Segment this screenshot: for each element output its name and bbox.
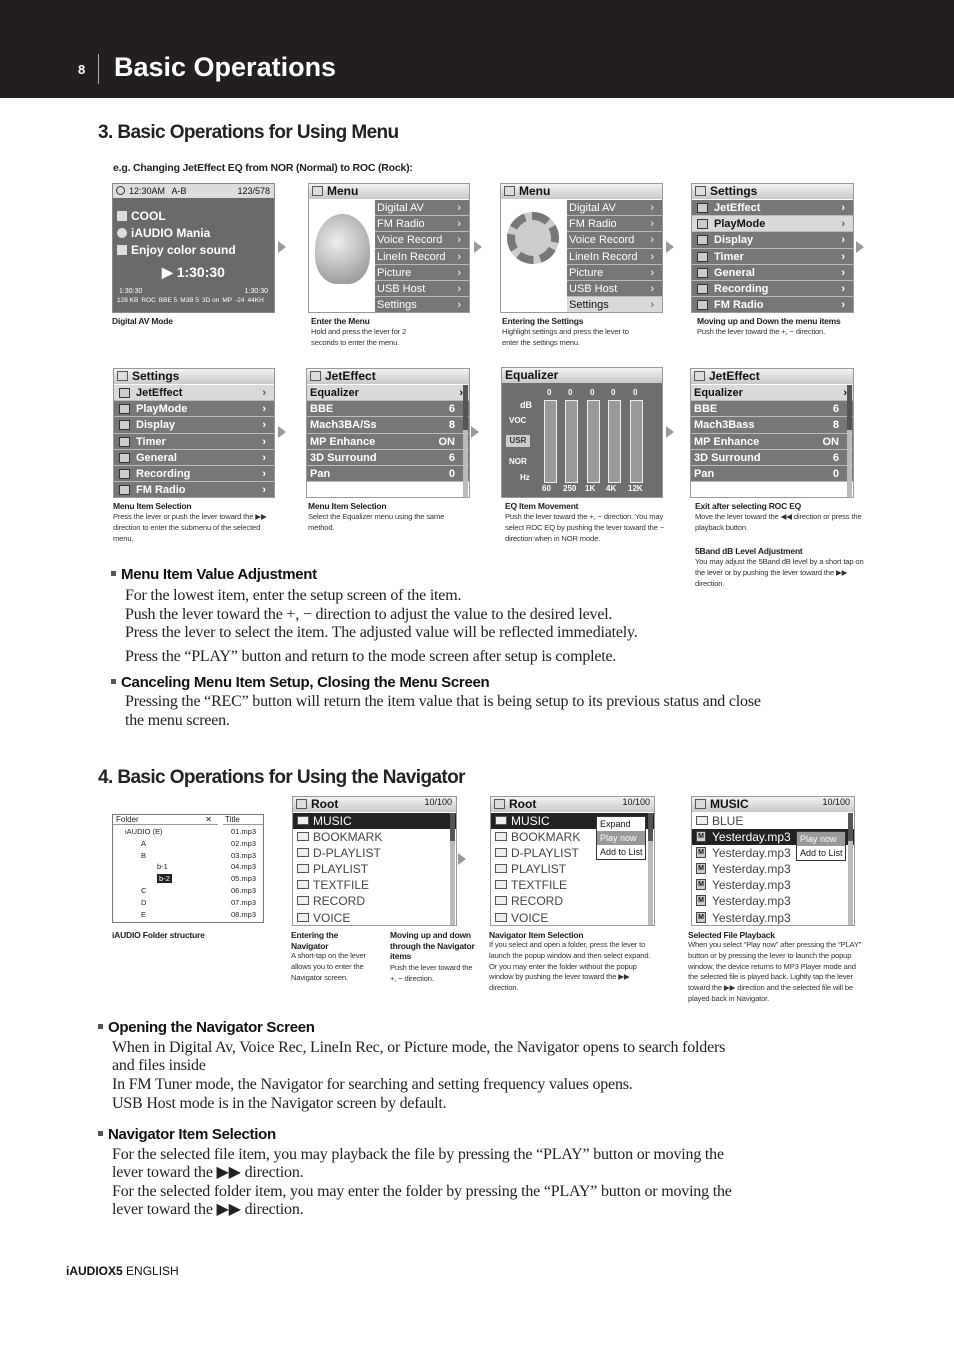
navigator-list <box>293 813 456 925</box>
menu-item-fm-radio[interactable]: FM Radio › <box>567 216 662 232</box>
caption-desc: Press the lever or push the lever toward the ▶▶ direction to enter the submenu of the selected menu. <box>113 512 267 543</box>
bullet-icon <box>98 1131 103 1136</box>
hz-label: Hz <box>520 473 530 482</box>
menu-icon <box>312 186 323 196</box>
settings-item-jeteffect[interactable]: JetEffect › <box>114 385 274 401</box>
general-icon <box>119 453 130 463</box>
settings-title: Settings <box>132 369 180 383</box>
song-icon <box>117 245 127 255</box>
settings-item-fm-radio[interactable]: FM Radio › <box>114 482 274 498</box>
nav-item-voice[interactable]: VOICE <box>293 910 456 926</box>
nav-item-playlist[interactable]: PLAYLIST <box>491 861 654 877</box>
folder-icon <box>495 864 507 873</box>
nav-item-d-playlist[interactable]: D-PLAYLIST <box>293 845 456 861</box>
speaker-icon <box>119 388 130 398</box>
footer-lang: ENGLISH <box>126 1264 179 1278</box>
equalizer-screen <box>501 367 663 498</box>
navigator-root-screen <box>292 796 457 926</box>
jeteffect-item-bbe[interactable]: BBE 6 <box>307 401 469 417</box>
nav-item-textfile[interactable]: TEXTFILE <box>293 877 456 893</box>
jeteffect-title: JetEffect <box>325 369 376 383</box>
elapsed-display <box>113 264 274 281</box>
eq-band-label: 60 <box>542 484 551 493</box>
cancel-heading: Canceling Menu Item Setup, Closing the Menu Screen <box>111 674 489 691</box>
folder-icon <box>297 880 309 889</box>
menu-item-picture[interactable]: Picture › <box>567 265 662 281</box>
folder-icon <box>297 896 309 905</box>
settings-item-recording[interactable]: Recording › <box>114 466 274 482</box>
nav-item-record[interactable]: RECORD <box>491 893 654 909</box>
file-item[interactable]: 02.mp3 <box>231 838 257 848</box>
position-right: 1:30:30 <box>244 288 268 295</box>
cancel-line: the menu screen. <box>125 712 230 729</box>
settings-title-bar <box>692 184 853 199</box>
navigator-title-bar <box>293 797 456 812</box>
nav-item-file[interactable]: M Yesterday.mp3 <box>692 893 854 909</box>
tree-node[interactable]: b-2 <box>159 874 170 884</box>
tree-node[interactable]: B <box>141 850 147 860</box>
value-adjust-line: Press the lever to select the item. The adjusted value will be reflected immediately. <box>125 624 638 641</box>
folder-icon <box>297 816 309 825</box>
selection-line: lever toward the ▶▶ direction. <box>112 1201 304 1218</box>
close-icon[interactable]: ✕ <box>205 815 212 824</box>
scrollbar[interactable] <box>847 385 852 497</box>
ab-repeat: A-B <box>171 186 187 196</box>
step-arrow <box>471 426 479 438</box>
caption-title: Moving up and down through the Navigator items <box>390 930 475 961</box>
settings-item-timer[interactable]: Timer › <box>114 434 274 450</box>
volume: -24 <box>235 297 245 304</box>
folder-icon <box>495 896 507 905</box>
music-file-icon: M <box>696 895 706 906</box>
music-file-icon: M <box>696 912 706 923</box>
song-line: Enjoy color sound <box>131 243 236 257</box>
tree-node[interactable]: iAUDIO (E) <box>125 827 163 836</box>
eq-band-bar[interactable] <box>630 400 643 483</box>
eq-band-bar[interactable] <box>608 400 621 483</box>
jeteffect-list <box>307 385 469 497</box>
selection-line: lever toward the ▶▶ direction. <box>112 1164 304 1181</box>
tree-node[interactable]: C <box>141 885 147 895</box>
play-icon: ▶ <box>162 264 177 280</box>
music-file-icon: M <box>696 879 706 890</box>
page-title: Basic Operations <box>114 52 337 82</box>
scrollbar[interactable] <box>848 813 853 925</box>
speaker-icon <box>697 203 708 213</box>
music-file-icon: M <box>696 847 706 858</box>
music-file-icon: M <box>696 831 706 842</box>
tree-node[interactable]: b-1 <box>157 862 168 872</box>
eq-band-label: 12K <box>628 484 643 493</box>
artist-icon <box>117 211 127 221</box>
menu-title-bar <box>309 184 469 199</box>
eq-mode: ROC <box>141 297 156 304</box>
caption-desc: When you select “Play now” after pressing the “PLAY” button or by pressing the lever to launch the popup window, the device returns to MP3 Player mode and the selected file is played back. Lightly tap the lever toward the ▶▶ direction and the selected file will be played back in Navigator. <box>688 940 862 1003</box>
sample-rate: 44KH <box>247 297 264 304</box>
jeteffect-item-mp-enhance[interactable]: MP Enhance ON <box>691 434 853 450</box>
bbe-level: BBE 5 <box>158 297 178 304</box>
folder-structure <box>112 814 264 923</box>
menu-icon <box>504 186 515 196</box>
eq-band-bar[interactable] <box>544 400 557 483</box>
caption-desc: Hold and press the lever for 2 seconds to enter the menu. <box>311 327 407 347</box>
settings-item-general[interactable]: General › <box>114 450 274 466</box>
elapsed-time: 1:30:30 <box>176 264 225 280</box>
tree-node[interactable]: D <box>141 897 147 907</box>
opening-line: and files inside <box>112 1057 206 1074</box>
navigator-popup-screen <box>490 796 655 926</box>
step-arrow <box>278 426 286 438</box>
step-arrow <box>666 426 674 438</box>
page-number: 8 <box>78 62 86 77</box>
eq-band-bar[interactable] <box>587 400 600 483</box>
nav-item-textfile[interactable]: TEXTFILE <box>491 877 654 893</box>
equalizer-title-bar <box>502 368 662 383</box>
timer-icon <box>697 252 708 262</box>
folder-icon <box>695 799 706 809</box>
eq-band-value: 0 <box>611 388 616 397</box>
jeteffect-title: JetEffect <box>709 369 760 383</box>
caption-desc: If you select and open a folder, press the lever to launch the popup window and then select expand. Or you may enter the folder without the popup window by pushing the lever toward the ▶▶ direction. <box>489 940 651 993</box>
menu-item-settings[interactable]: Settings › <box>567 297 662 313</box>
value-adjust-line: Press the “PLAY” button and return to the mode screen after setup is complete. <box>125 648 617 665</box>
navigator-list <box>692 813 854 925</box>
footer-brand: iAUDIOX5 <box>66 1264 123 1278</box>
caption-title: iAUDIO Folder structure <box>112 930 205 940</box>
mode-voc[interactable]: VOC <box>509 416 527 425</box>
opening-heading: Opening the Navigator Screen <box>98 1019 315 1036</box>
folder-pane-header: Folder ✕ <box>113 815 218 825</box>
nav-item-music[interactable]: MUSIC <box>293 813 456 829</box>
caption-desc: You may adjust the 5Band dB level by a short tap on the lever or by pushing the lever toward the ▶▶ direction. <box>695 557 864 588</box>
caption-desc: Push the lever toward the +, − direction. <box>390 963 473 983</box>
settings-item-display[interactable]: Display › <box>692 232 853 248</box>
play-icon <box>119 404 130 414</box>
file-item[interactable]: 08.mp3 <box>231 909 257 919</box>
settings-item-jeteffect[interactable]: JetEffect › <box>692 200 853 216</box>
jeteffect-item-equalizer[interactable]: Equalizer › <box>307 385 469 401</box>
caption-title: 5Band dB Level Adjustment <box>695 546 803 556</box>
selection-line: For the selected file item, you may playback the file by pressing the “PLAY” button or moving the <box>112 1146 724 1163</box>
menu-item-voice-record[interactable]: Voice Record › <box>375 232 469 248</box>
navigator-title-bar <box>491 797 654 812</box>
file-item[interactable]: 03.mp3 <box>231 850 257 860</box>
nav-item-file[interactable]: M Yesterday.mp3 <box>692 877 854 893</box>
settings-icon <box>117 371 128 381</box>
menu-item-fm-radio[interactable]: FM Radio › <box>375 216 469 232</box>
eq-band-value: 0 <box>547 388 552 397</box>
caption-desc: Move the lever toward the ◀◀ direction or press the playback button. <box>695 512 862 532</box>
caption-title: Menu Item Selection <box>113 501 192 511</box>
eye-icon <box>119 420 130 430</box>
eye-icon <box>697 235 708 245</box>
scrollbar[interactable] <box>450 813 455 925</box>
jeteffect-item-pan[interactable]: Pan 0 <box>691 466 853 482</box>
settings-list <box>114 385 274 497</box>
caption-title: Entering the Navigator <box>291 930 339 951</box>
settings-item-recording[interactable]: Recording › <box>692 281 853 297</box>
jeteffect-screen-after <box>690 368 854 498</box>
value-adjust-line: For the lowest item, enter the setup screen of the item. <box>125 587 462 604</box>
music-file-icon: M <box>696 863 706 874</box>
caption-title: Menu Item Selection <box>308 501 387 511</box>
scrollbar[interactable] <box>463 385 468 497</box>
folder-icon <box>495 913 507 922</box>
footer <box>66 1264 179 1278</box>
menu-settings-screen <box>500 183 663 313</box>
menu-item-usb-host[interactable]: USB Host › <box>375 281 469 297</box>
nav-item-file[interactable]: M Yesterday.mp3 <box>692 861 854 877</box>
step-arrow <box>856 241 864 253</box>
speaker-icon <box>310 371 321 381</box>
settings-screen <box>691 183 854 313</box>
3d-state: 3D on <box>202 297 220 304</box>
jeteffect-item-equalizer[interactable]: Equalizer › <box>691 385 853 401</box>
nav-item-music[interactable]: MUSIC <box>491 813 654 829</box>
file-item[interactable]: 01.mp3 <box>231 827 257 836</box>
folder-icon <box>297 848 309 857</box>
settings-title-bar <box>114 369 274 384</box>
navigator-music-screen <box>691 796 855 926</box>
play-icon <box>697 219 708 229</box>
item-count: 10/100 <box>424 797 452 807</box>
recording-icon <box>697 284 708 294</box>
caption-title: Moving up and Down the menu items <box>697 316 841 326</box>
jeteffect-list <box>691 385 853 497</box>
folder-icon <box>495 816 507 825</box>
caption-desc: Push the lever toward the +, − direction. <box>697 327 826 336</box>
menu-item-digital-av[interactable]: Digital AV › <box>375 200 469 216</box>
jeteffect-item-3d-surround[interactable]: 3D Surround 6 <box>691 450 853 466</box>
menu-item-picture[interactable]: Picture › <box>375 265 469 281</box>
selection-line: For the selected folder item, you may enter the folder by pressing the “PLAY” button or moving the <box>112 1183 732 1200</box>
settings-item-timer[interactable]: Timer › <box>692 249 853 265</box>
nav-item-record[interactable]: RECORD <box>293 893 456 909</box>
mode-nor[interactable]: NOR <box>509 457 527 466</box>
menu-item-settings[interactable]: Settings › <box>375 297 469 313</box>
caption-title: Exit after selecting ROC EQ <box>695 501 802 511</box>
tree-node[interactable]: A <box>141 838 147 848</box>
settings-item-playmode[interactable]: PlayMode › <box>692 216 853 232</box>
general-icon <box>697 268 708 278</box>
caption-title: Entering the Settings <box>502 316 584 326</box>
info-strip <box>117 297 270 312</box>
opening-line: In FM Tuner mode, the Navigator for searching and setting frequency values opens. <box>112 1076 633 1093</box>
eq-band-label: 250 <box>563 484 577 493</box>
file-item[interactable]: 07.mp3 <box>231 897 257 907</box>
nav-item-file[interactable]: M Yesterday.mp3 <box>692 829 854 845</box>
item-count: 10/100 <box>822 797 850 807</box>
nav-item-bookmark[interactable]: BOOKMARK <box>491 829 654 845</box>
jeteffect-item-mach3bass[interactable]: Mach3Bass 8 <box>691 417 853 433</box>
title-pane-header: Title <box>223 815 263 825</box>
jeteffect-item-3d-surround[interactable]: 3D Surround 6 <box>307 450 469 466</box>
settings-icon <box>695 186 706 196</box>
jeteffect-item-bbe[interactable]: BBE 6 <box>691 401 853 417</box>
caption-desc: Select the Equalizer menu using the same method. <box>308 512 445 532</box>
speaker-icon <box>315 214 370 284</box>
settings-title: Settings <box>710 184 758 198</box>
popup-expand[interactable]: Expand <box>600 819 631 829</box>
m3b-level: M3B 5 <box>180 297 200 304</box>
jeteffect-screen <box>306 368 470 498</box>
caption-title: Navigator Item Selection <box>489 930 584 940</box>
equalizer-title: Equalizer <box>505 368 559 382</box>
folder-icon <box>297 832 309 841</box>
bitrate: 128 KB <box>117 297 139 304</box>
caption-desc: Highlight settings and press the lever to enter the settings menu. <box>502 327 629 347</box>
navigator-title: MUSIC <box>710 797 749 811</box>
eq-band-value: 0 <box>568 388 573 397</box>
value-adjust-line: Push the lever toward the +, − direction to adjust the value to the desired level. <box>125 606 613 623</box>
settings-item-general[interactable]: General › <box>692 265 853 281</box>
caption-title: Digital AV Mode <box>112 316 173 326</box>
jeteffect-item-mp-enhance[interactable]: MP Enhance ON <box>307 434 469 450</box>
page-header <box>0 0 954 98</box>
cancel-line: Pressing the “REC” button will return the item value that is being setup to its previous status and close <box>125 693 761 710</box>
folder-icon <box>297 864 309 873</box>
nav-item-playlist[interactable]: PLAYLIST <box>293 861 456 877</box>
clock-icon <box>116 186 125 195</box>
settings-item-display[interactable]: Display › <box>114 417 274 433</box>
item-count: 10/100 <box>622 797 650 807</box>
popup-play-now[interactable]: Play now <box>797 832 845 846</box>
selection-heading: Navigator Item Selection <box>98 1126 276 1143</box>
opening-line: USB Host mode is in the Navigator screen by default. <box>112 1095 447 1112</box>
caption-title: Selected File Playback <box>688 930 775 940</box>
position-left: 1:30:30 <box>119 288 143 295</box>
folder-icon <box>494 799 505 809</box>
navigator-title: Root <box>311 797 339 811</box>
step-arrow <box>666 241 674 253</box>
menu-list <box>567 200 662 312</box>
radio-icon <box>119 485 130 495</box>
file-list <box>223 826 263 920</box>
section3-heading: 3. Basic Operations for Using Menu <box>98 122 399 143</box>
scrollbar[interactable] <box>648 813 653 925</box>
step-arrow <box>278 241 286 253</box>
track-count: 123/578 <box>237 186 270 196</box>
track-info <box>117 208 236 259</box>
bullet-icon <box>98 1024 103 1029</box>
menu-title: Menu <box>519 184 551 198</box>
folder-tree <box>113 826 218 920</box>
settings-screen-2 <box>113 368 275 498</box>
db-label: dB <box>520 400 532 410</box>
radio-icon <box>697 300 708 310</box>
jeteffect-title-bar <box>691 369 853 384</box>
popup-menu <box>796 831 846 861</box>
caption-title: Enter the Menu <box>311 316 370 326</box>
menu-screen <box>308 183 470 313</box>
step-arrow <box>474 241 482 253</box>
gear-icon <box>507 212 559 264</box>
opening-line: When in Digital Av, Voice Rec, LineIn Rec, or Picture mode, the Navigator opens to search folders <box>112 1039 726 1056</box>
nav-item-bookmark[interactable]: BOOKMARK <box>293 829 456 845</box>
mp-state: MP <box>222 297 233 304</box>
eq-band-label: 4K <box>606 484 617 493</box>
timer-icon <box>119 437 130 447</box>
folder-icon <box>495 880 507 889</box>
navigator-title: Root <box>509 797 537 811</box>
digital-av-screen <box>112 183 275 313</box>
caption-title: EQ Item Movement <box>505 501 579 511</box>
eq-band-label: 1K <box>585 484 596 493</box>
file-item[interactable]: 04.mp3 <box>231 862 257 872</box>
mode-usr[interactable]: USR <box>506 435 530 447</box>
menu-item-linein-record[interactable]: LineIn Record › <box>375 249 469 265</box>
section4-heading: 4. Basic Operations for Using the Navigator <box>98 767 465 788</box>
jeteffect-title-bar <box>307 369 469 384</box>
menu-title: Menu <box>327 184 359 198</box>
nav-item-folder-blue[interactable]: BLUE <box>692 813 854 829</box>
folder-icon <box>696 816 708 825</box>
caption-desc: Push the lever toward the +, − direction. You may select ROC EQ by pushing the lever toward the − direction when in NOR mode. <box>505 512 665 543</box>
menu-item-voice-record[interactable]: Voice Record › <box>567 232 662 248</box>
example-text: e.g. Changing JetEffect EQ from NOR (Normal) to ROC (Rock): <box>113 162 413 174</box>
folder-icon <box>297 913 309 922</box>
nav-item-voice[interactable]: VOICE <box>491 910 654 926</box>
popup-menu <box>596 816 646 860</box>
clock-time: 12:30AM <box>129 186 166 196</box>
file-item[interactable]: 05.mp3 <box>231 874 257 884</box>
eq-band-value: 0 <box>590 388 595 397</box>
nav-item-file[interactable]: M Yesterday.mp3 <box>692 845 854 861</box>
tree-node[interactable]: E <box>141 909 147 919</box>
menu-title-bar <box>501 184 662 199</box>
nav-item-d-playlist[interactable]: D-PLAYLIST <box>491 845 654 861</box>
popup-play-now[interactable]: Play now <box>597 831 645 845</box>
value-adjust-heading: Menu Item Value Adjustment <box>111 566 317 583</box>
step-arrow <box>458 853 466 865</box>
settings-item-playmode[interactable]: PlayMode › <box>114 401 274 417</box>
menu-item-linein-record[interactable]: LineIn Record › <box>567 249 662 265</box>
folder-icon <box>495 848 507 857</box>
folder-icon <box>296 799 307 809</box>
bullet-icon <box>111 571 116 576</box>
recording-icon <box>119 469 130 479</box>
menu-item-usb-host[interactable]: USB Host › <box>567 281 662 297</box>
caption-desc: A short-tap on the lever allows you to enter the Navigator screen. <box>291 951 366 982</box>
speaker-icon <box>694 371 705 381</box>
album-line: iAUDIO Mania <box>131 226 211 240</box>
settings-item-fm-radio[interactable]: FM Radio › <box>692 297 853 313</box>
menu-item-digital-av[interactable]: Digital AV › <box>567 200 662 216</box>
nav-item-file[interactable]: M Yesterday.mp3 <box>692 910 854 926</box>
status-bar <box>113 184 274 198</box>
settings-list <box>692 200 853 312</box>
jeteffect-item-mach3bass[interactable]: Mach3BA/Ss 8 <box>307 417 469 433</box>
navigator-title-bar <box>692 797 854 812</box>
eq-band-value: 0 <box>633 388 638 397</box>
file-item[interactable]: 06.mp3 <box>231 885 257 895</box>
popup-add-to-list[interactable]: Add to List <box>600 847 643 857</box>
header-divider <box>98 54 99 84</box>
folder-icon <box>495 832 507 841</box>
jeteffect-item-pan[interactable]: Pan 0 <box>307 466 469 482</box>
artist-line: COOL <box>131 209 166 223</box>
popup-add-to-list[interactable]: Add to List <box>800 848 843 858</box>
menu-list <box>375 200 469 312</box>
album-icon <box>117 228 127 238</box>
eq-band-bar[interactable] <box>565 400 578 483</box>
bullet-icon <box>111 679 116 684</box>
